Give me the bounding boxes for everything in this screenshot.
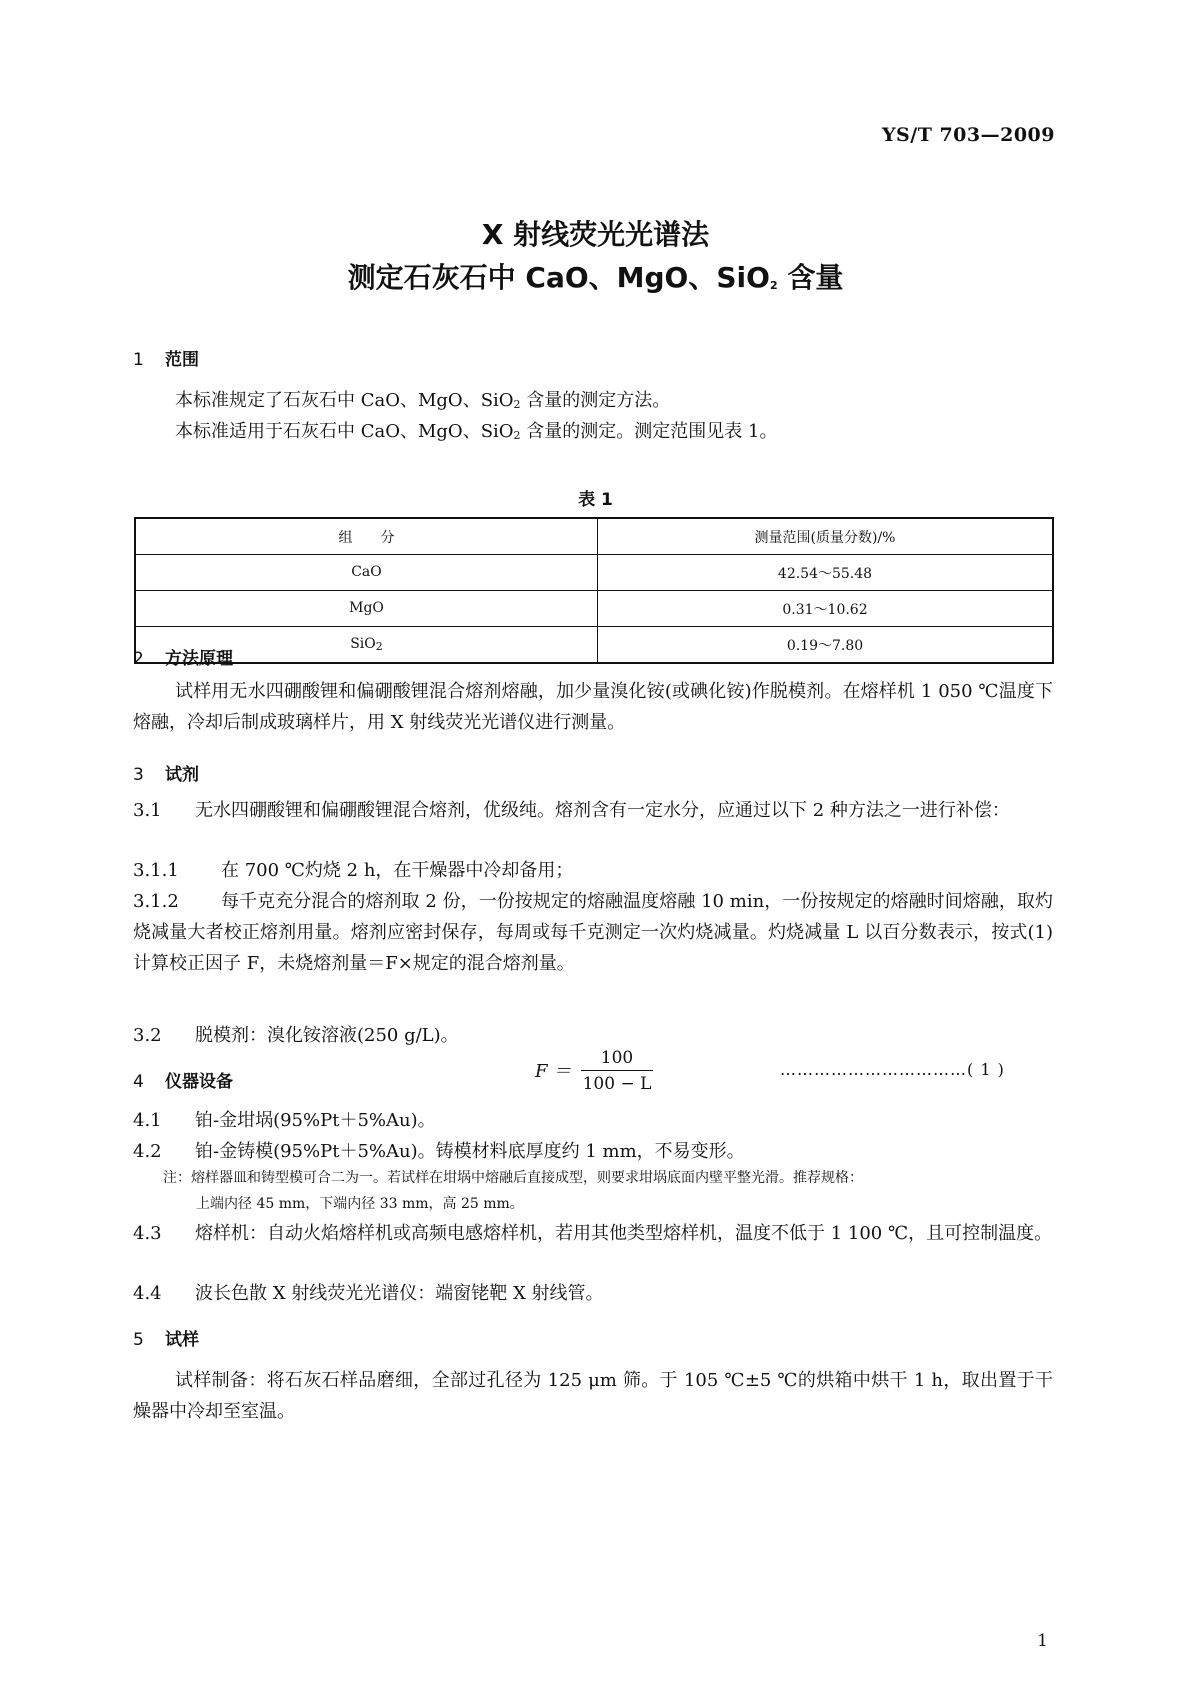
formula-fraction <box>581 1048 653 1094</box>
section-1-heading: 1 范围 <box>133 350 199 370</box>
clause-4-2: 4.2 铂-金铸模(95%Pt＋5%Au)。铸模材料底厚度约 1 mm，不易变形。 <box>133 1141 745 1162</box>
note-line-1: 注：熔样器皿和铸型模可合二为一。若试样在坩埚中熔融后直接成型，则要求坩埚底面内壁平整光滑。推荐规格： <box>163 1170 863 1186</box>
section-1-para-2: 本标准适用于石灰石中 CaO、MgO、SiO$_2$ 含量的测定。测定范围见表 1。 <box>175 421 778 442</box>
formula-lhs: F ＝ <box>535 1061 572 1082</box>
section-2-text: 试样用无水四硼酸锂和偏硼酸锂混合熔剂熔融，加少量溴化铵(或碘化铵)作脱模剂。在熔样机 1 050 ℃温度下熔融，冷却后制成玻璃样片，用 X 射线荧光光谱仪进行测量。 <box>133 681 1053 733</box>
section-2-heading: 2 方法原理 <box>133 649 233 669</box>
clause-3-1-2: 3.1.2 每千克充分混合的熔剂取 2 份，一份按规定的熔融温度熔融 10 min，一份按规定的熔融时间熔融，取灼烧减量大者校正熔剂用量。熔剂应密封保存，每周或每千克测定一次灼烧减量。灼烧减量 L 以百分数表示，按式(1)计算校正因子 F，未烧熔剂量＝F×规定的混合熔剂量。 <box>133 891 1053 974</box>
table-row <box>135 627 1053 664</box>
clause-3-1-1: 3.1.1 在 700 ℃灼烧 2 h，在干燥器中冷却备用； <box>133 860 574 881</box>
section-4-heading: 4 仪器设备 <box>133 1072 233 1092</box>
table-header-component: 组 分 <box>135 518 598 555</box>
table-cell-range: 0.31～10.62 <box>598 591 1054 627</box>
document-title-line1: X 射线荧光光谱法 <box>481 218 710 251</box>
table-cell-component: SiO$_2$ <box>135 627 598 664</box>
table-header-row <box>135 518 1053 555</box>
section-5-heading: 5 试样 <box>133 1330 199 1350</box>
table-cell-range: 42.54～55.48 <box>598 555 1054 591</box>
formula-leader-dots: ……………………………( 1 ) <box>780 1060 1005 1079</box>
clause-3-2: 3.2 脱模剂：溴化铵溶液(250 g/L)。 <box>133 1025 459 1046</box>
table-cell-component: MgO <box>135 591 598 627</box>
note-line-2: 上端内径 45 mm，下端内径 33 mm，高 25 mm。 <box>196 1196 524 1212</box>
section-5-text: 试样制备：将石灰石样品磨细，全部过孔径为 125 μm 筛。于 105 ℃±5 ℃的烘箱中烘干 1 h，取出置于干燥器中冷却至室温。 <box>133 1370 1053 1422</box>
section-1-para-1: 本标准规定了石灰石中 CaO、MgO、SiO$_2$ 含量的测定方法。 <box>175 390 671 411</box>
clause-4-1: 4.1 铂-金坩埚(95%Pt＋5%Au)。 <box>133 1110 436 1131</box>
clause-4-3: 4.3 熔样机：自动火焰熔样机或高频电感熔样机，若用其他类型熔样机，温度不低于 1 100 ℃，且可控制温度。 <box>133 1223 1053 1244</box>
table-cell-component: CaO <box>135 555 598 591</box>
table-1-caption: 表 1 <box>578 490 613 510</box>
table-cell-range: 0.19～7.80 <box>598 627 1054 664</box>
table-row <box>135 591 1053 627</box>
section-3-heading: 3 试剂 <box>133 765 199 785</box>
clause-3-1: 3.1 无水四硼酸锂和偏硼酸锂混合熔剂，优级纯。熔剂含有一定水分，应通过以下 2 种方法之一进行补偿： <box>133 800 1010 821</box>
clause-4-4: 4.4 波长色散 X 射线荧光光谱仪：端窗铑靶 X 射线管。 <box>133 1283 604 1304</box>
table-1 <box>134 517 1054 664</box>
page-number: 1 <box>1037 1631 1048 1651</box>
formula-denominator: 100 − L <box>582 1074 652 1094</box>
table-header-range: 测量范围(质量分数)/% <box>598 518 1054 555</box>
document-title-line2: 测定石灰石中 CaO、MgO、SiO$_2$ 含量 <box>347 261 844 294</box>
table-row <box>135 555 1053 591</box>
standard-number: YS/T 703—2009 <box>881 124 1055 146</box>
formula-numerator: 100 <box>581 1048 653 1071</box>
